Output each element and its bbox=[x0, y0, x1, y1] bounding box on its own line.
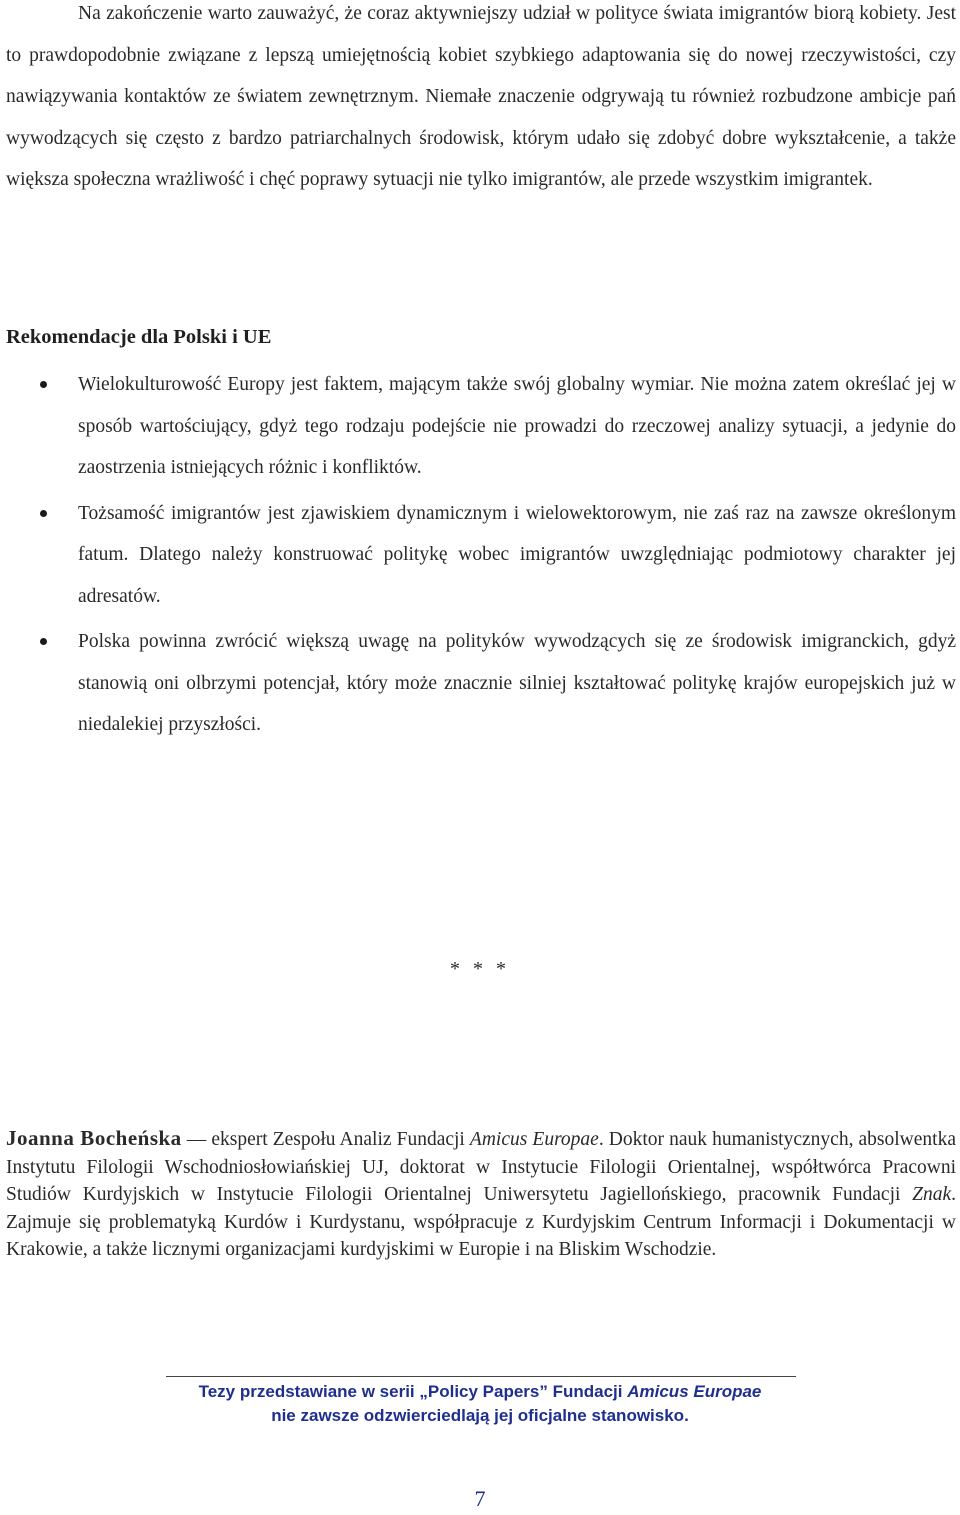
footer-disclaimer bbox=[0, 1380, 960, 1428]
recommendation-text: Wielokulturowość Europy jest faktem, mającym także swój globalny wymiar. Nie można zatem określać jej w sposób wartościujący, gdyż tego rodzaju podejście nie prowadzi do rzeczowej analizy sytuacji, a jedynie do zaostrzenia istniejących różnic i konfliktów. bbox=[78, 374, 956, 478]
footer-line1-prefix: Tezy przedstawiane w serii „Policy Papers” Fundacji bbox=[198, 1382, 628, 1401]
footer-foundation-name: Amicus Europae bbox=[627, 1382, 762, 1401]
recommendation-text: Tożsamość imigrantów jest zjawiskiem dynamicznym i wielowektorowym, nie zaś raz na zawsze określonym fatum. Dlatego należy konstruować politykę wobec imigrantów uwzględniając podmiotowy charakter jej adresatów. bbox=[78, 502, 956, 607]
foundation-name: Amicus Europae bbox=[469, 1129, 599, 1150]
foundation2-name: Znak bbox=[912, 1184, 952, 1205]
author-bio bbox=[6, 1125, 956, 1264]
recommendation-text: Polska powinna zwrócić większą uwagę na polityków wywodzących się ze środowisk imigranckich, gdyż stanowią oni olbrzymi potencjał, który może znacznie silniej kształtować politykę krajów europejskich już w niedalekiej przyszłości. bbox=[78, 631, 956, 735]
footer-line2: nie zawsze odzwierciedlają jej oficjalne stanowisko. bbox=[271, 1406, 689, 1425]
recommendations-heading: Rekomendacje dla Polski i UE bbox=[6, 326, 272, 348]
footer-divider bbox=[166, 1376, 796, 1377]
recommendation-item bbox=[0, 621, 960, 746]
recommendation-item bbox=[0, 364, 960, 489]
bullet-icon bbox=[40, 381, 47, 388]
section-separator: * * * bbox=[450, 958, 510, 980]
recommendation-item bbox=[0, 493, 960, 618]
bio-text-part1: . Doktor nauk humanistycznych, absolwentka Instytutu Filologii Wschodniosłowiańskiej UJ, doktorat w Instytucie Filologii Orientalnej, współtwórca Pracowni Studiów Kurdyjskich w Instytucie Filologii Orientalnej Uniwersytetu Jagiellońskiego, pracownik Fundacji bbox=[6, 1129, 956, 1205]
author-role: — ekspert Zespołu Analiz Fundacji bbox=[181, 1129, 470, 1150]
intro-paragraph: Na zakończenie warto zauważyć, że coraz aktywniejszy udział w polityce świata imigrantów biorą kobiety. Jest to prawdopodobnie związane z lepszą umiejętnością kobiet szybkiego adaptowania się do nowej rzeczywistości, czy nawiązywania kontaktów ze światem zewnętrznym. Niemałe znaczenie odgrywają tu również rozbudzone ambicje pań wywodzących się często z bardzo patriarchalnych środowisk, którym udało się zdobyć dobre wykształcenie, a także większa społeczna wrażliwość i chęć poprawy sytuacji nie tylko imigrantów, ale przede wszystkim imigrantek. bbox=[6, 3, 956, 190]
bullet-icon bbox=[40, 638, 47, 645]
recommendations-list bbox=[0, 364, 960, 750]
author-name: Joanna Bocheńska bbox=[6, 1126, 182, 1150]
page-number: 7 bbox=[474, 1486, 486, 1511]
bio-text-part2: . Zajmuje się problematyką Kurdów i Kurdystanu, współpracuje z Kurdyjskim Centrum Informacji i Dokumentacji w Krakowie, a także licznymi organizacjami kurdyjskimi w Europie i na Bliskim Wschodzie. bbox=[6, 1184, 956, 1260]
bullet-icon bbox=[40, 510, 47, 517]
